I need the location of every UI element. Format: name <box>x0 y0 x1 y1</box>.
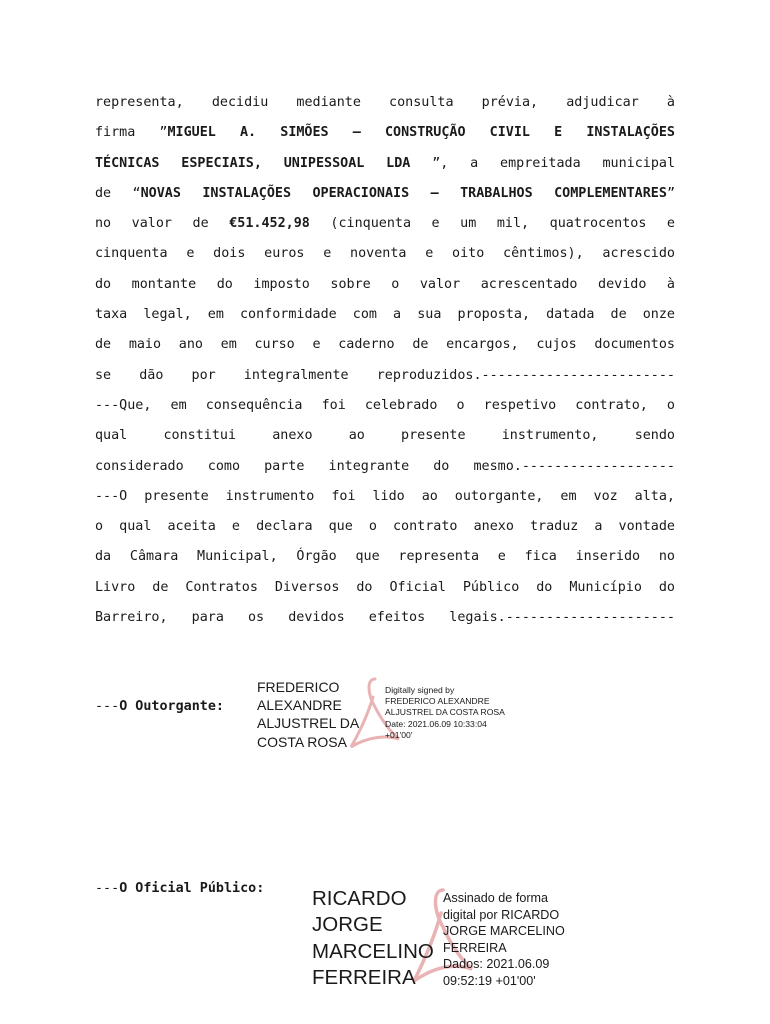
body-text-segment: ---O presente instrumento foi lido ao outorgante, em voz alta, <box>95 488 675 504</box>
outorgante-signature-details <box>385 685 505 741</box>
outorgante-signer-name <box>257 678 359 751</box>
body-text-segment: taxa legal, em conformidade com a sua proposta, datada de onze <box>95 307 675 323</box>
body-text-bold-segment: NOVAS INSTALAÇÕES OPERACIONAIS – TRABALHOS COMPLEMENTARES <box>140 185 667 201</box>
body-text-line <box>95 482 675 512</box>
body-text-segment: representa, decidiu mediante consulta prévia, adjudicar à <box>95 95 675 110</box>
body-text-line <box>95 421 675 451</box>
outorgante-label <box>95 699 224 714</box>
body-text-segment: ”, a empreitada municipal <box>410 155 676 171</box>
body-text-segment: no valor de <box>95 216 230 232</box>
signature-detail-line: +01'00' <box>385 729 413 740</box>
body-text-segment: qual constitui anexo ao presente instrumento, sendo <box>95 428 675 444</box>
body-text-segment: da Câmara Municipal, Órgão que representa e fica inserido no <box>95 549 675 565</box>
body-text-line <box>95 573 675 603</box>
body-text-segment: ” <box>666 185 675 201</box>
body-text-line <box>95 118 675 148</box>
body-text-segment: o qual aceita e declara que o contrato anexo traduz a vontade <box>95 519 675 535</box>
body-text-bold-segment: MIGUEL A. SIMÕES – CONSTRUÇÃO CIVIL E INSTALAÇÕES <box>167 125 675 141</box>
signer-name-line: ALJUSTREL DA <box>257 715 360 732</box>
signature-detail-line: digital por RICARDO <box>443 907 560 922</box>
oficial-label-prefix: --- <box>95 881 120 896</box>
oficial-signer-name <box>312 886 434 991</box>
signature-detail-line: FERREIRA <box>443 940 507 955</box>
body-text-segment: do montante do imposto sobre o valor acrescentado devido à <box>95 276 675 292</box>
body-text-segment: Barreiro, para os devidos efeitos legais.--------------------- <box>95 610 675 626</box>
signature-detail-line: 09:52:19 +01'00' <box>443 973 536 988</box>
signature-detail-line: ALJUSTREL DA COSTA ROSA <box>385 707 505 718</box>
signer-name-line: FERREIRA <box>312 965 416 989</box>
signer-name-line: MARCELINO <box>312 939 434 963</box>
signature-detail-line: Date: 2021.06.09 10:33:04 <box>385 718 487 729</box>
signature-detail-line: Assinado de forma <box>443 891 549 905</box>
body-text-segment: cinquenta e dois euros e noventa e oito cêntimos), acrescido <box>95 246 675 262</box>
body-text-segment: firma ” <box>95 125 168 141</box>
body-text-bold-segment: TÉCNICAS ESPECIAIS, UNIPESSOAL LDA <box>95 155 411 171</box>
body-text-line <box>95 512 675 542</box>
body-text-segment: (cinquenta e um mil, quatrocentos e <box>309 216 675 232</box>
body-text-line <box>95 452 675 482</box>
body-text-segment: se dão por integralmente reproduzidos.------------------------ <box>95 367 675 383</box>
signature-detail-line: JORGE MARCELINO <box>443 924 565 939</box>
signer-name-line: JORGE <box>312 913 383 937</box>
body-text-line <box>95 391 675 421</box>
body-text-line <box>95 88 675 118</box>
outorgante-label-text: O Outorgante: <box>119 699 224 714</box>
body-text-line <box>95 542 675 572</box>
body-text-line <box>95 149 675 179</box>
body-text-segment: considerado como parte integrante do mesmo.------------------- <box>95 458 675 474</box>
body-text-line <box>95 179 675 209</box>
signature-detail-line: FREDERICO ALEXANDRE <box>385 696 490 707</box>
body-text-line <box>95 239 675 269</box>
body-text-line <box>95 270 675 300</box>
contract-body <box>95 88 675 633</box>
body-text-segment: de maio ano em curso e caderno de encargos, cujos documentos <box>95 337 675 353</box>
oficial-signature-details <box>443 890 565 990</box>
signature-detail-line: Digitally signed by <box>385 685 455 695</box>
signer-name-line: RICARDO <box>312 887 407 910</box>
body-text-segment: de “ <box>95 185 141 201</box>
body-text-line <box>95 361 675 391</box>
outorgante-label-prefix: --- <box>95 699 120 714</box>
body-text-segment: Livro de Contratos Diversos do Oficial Público do Município do <box>95 579 675 595</box>
signer-name-line: COSTA ROSA <box>257 733 347 750</box>
signer-name-line: ALEXANDRE <box>257 697 342 714</box>
oficial-label-text: O Oficial Público: <box>119 881 265 896</box>
signer-name-line: FREDERICO <box>257 679 340 695</box>
body-text-line <box>95 330 675 360</box>
body-text-segment: ---Que, em consequência foi celebrado o respetivo contrato, o <box>95 397 675 413</box>
body-text-line <box>95 300 675 330</box>
signature-detail-line: Dados: 2021.06.09 <box>443 957 550 972</box>
body-text-line <box>95 603 675 633</box>
oficial-label <box>95 881 264 896</box>
body-text-line <box>95 209 675 239</box>
body-text-bold-segment: €51.452,98 <box>229 216 310 232</box>
